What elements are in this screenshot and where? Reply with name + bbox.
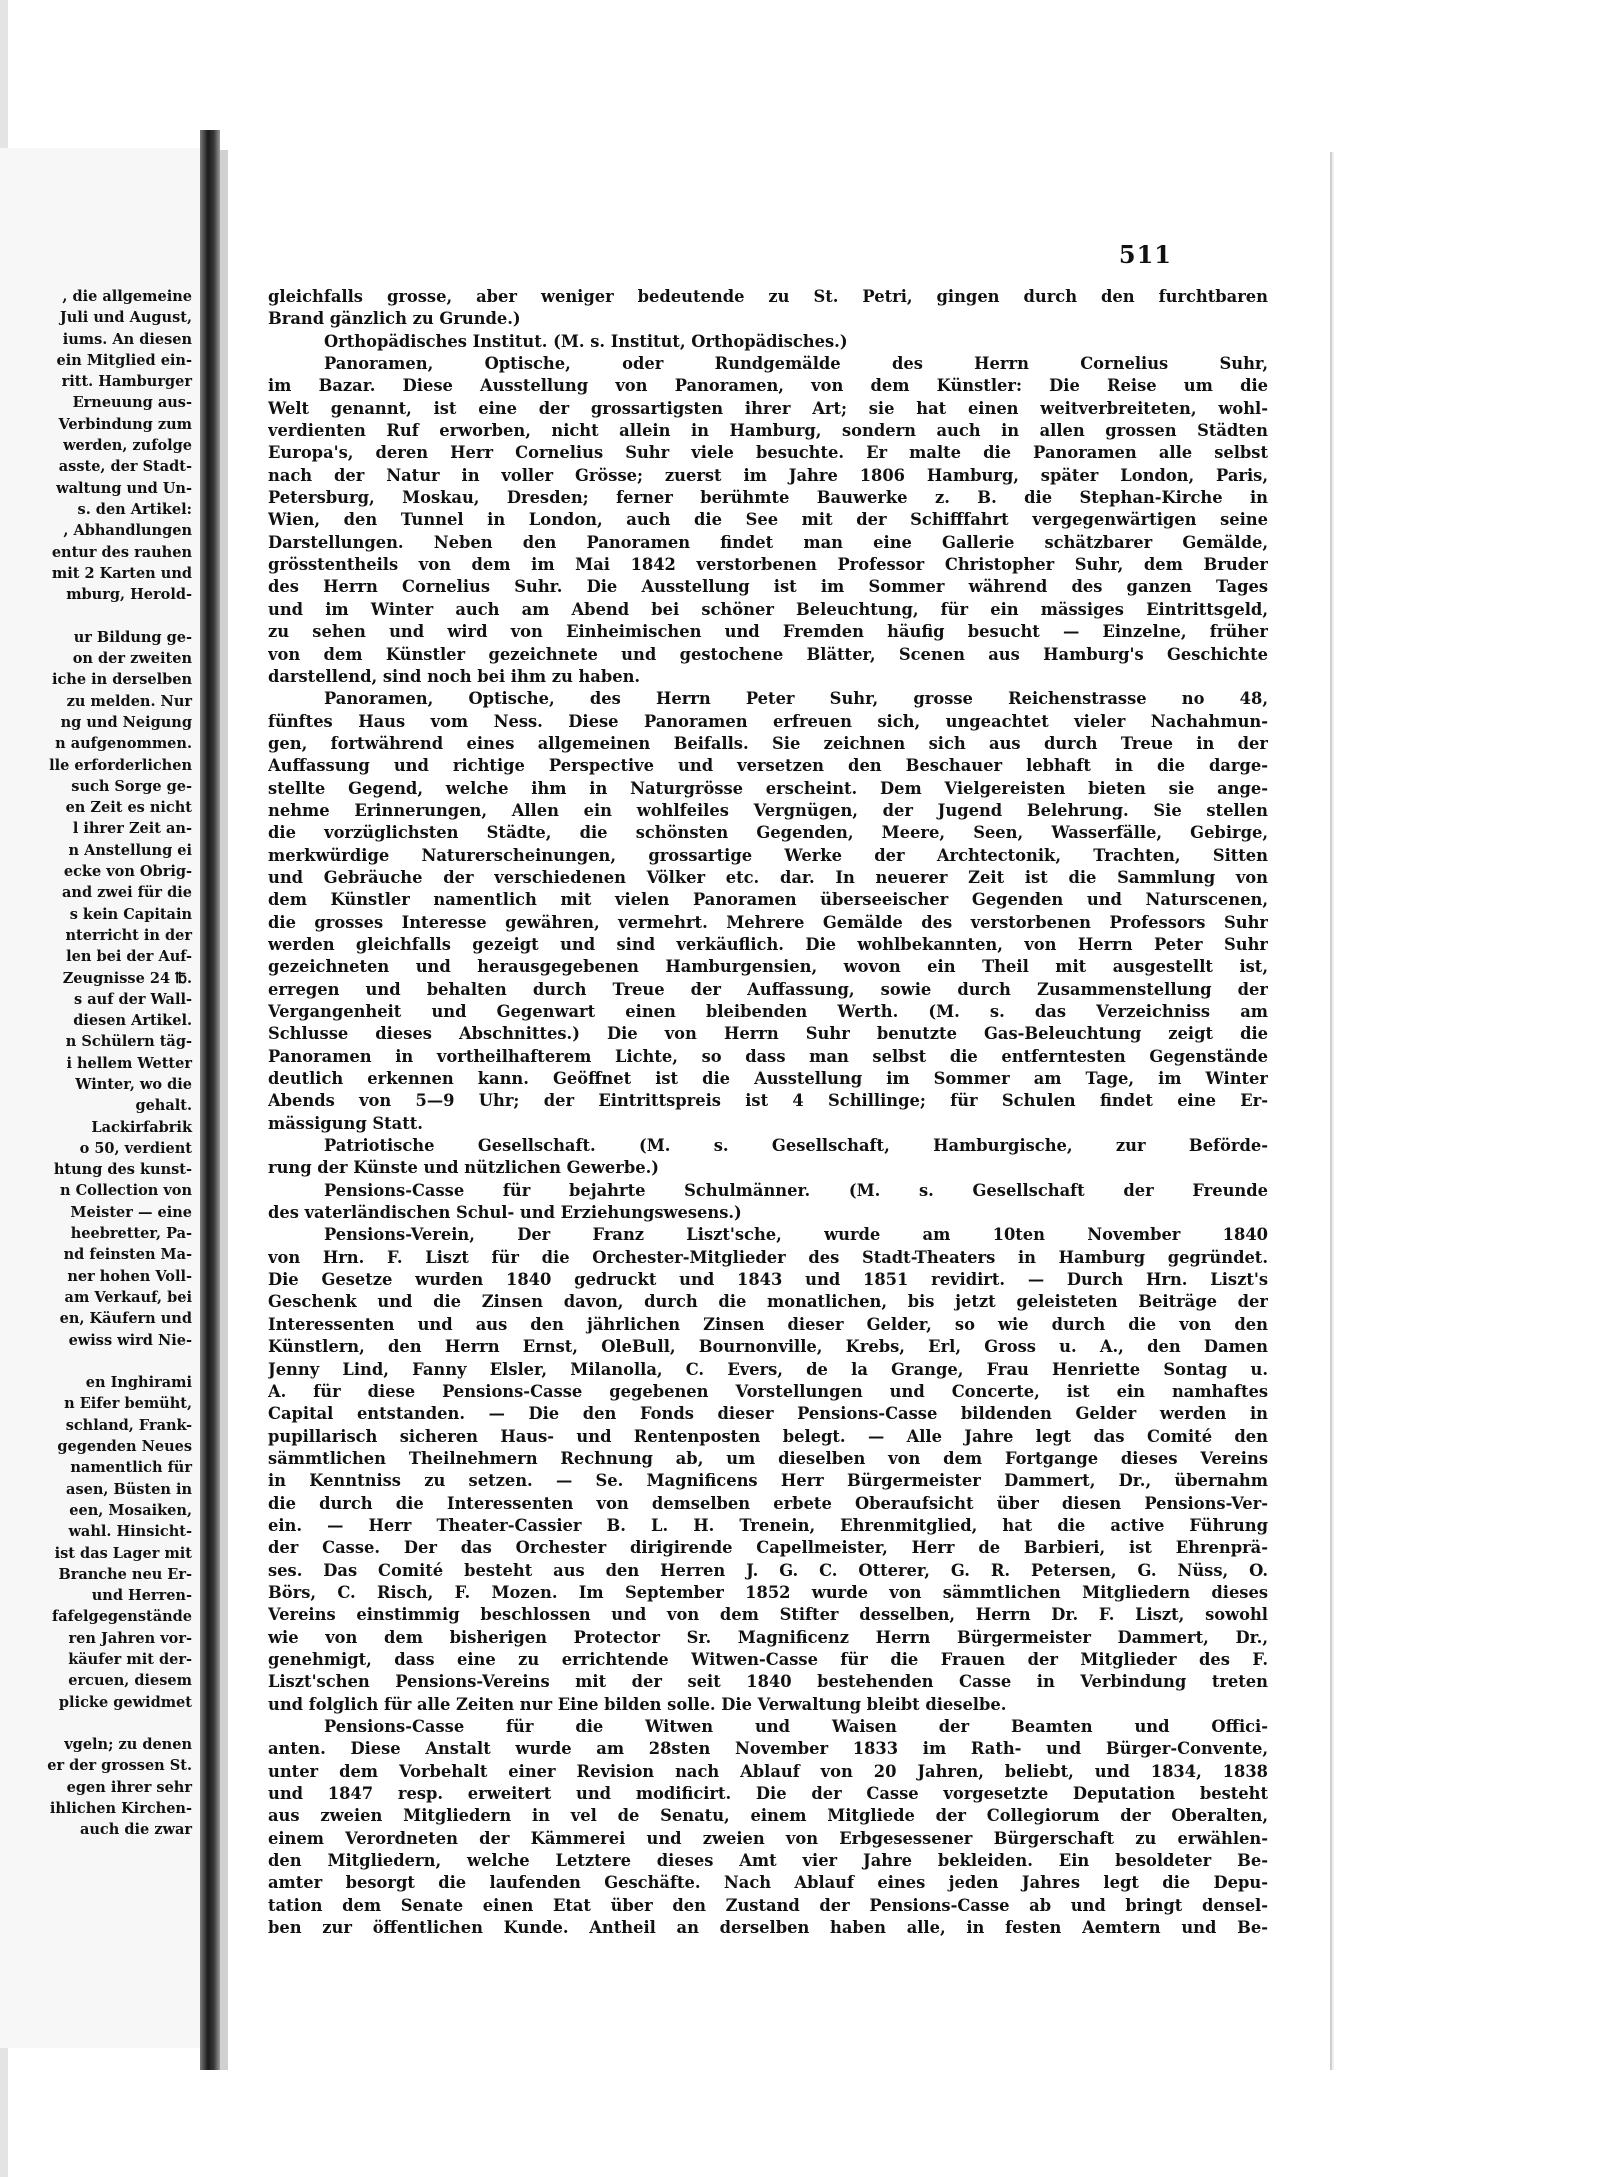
text-line: und folglich für alle Zeiten nur Eine bilden solle. Die Verwaltung bleibt dieselbe. xyxy=(268,1694,1007,1714)
left-page-line: i hellem Wetter xyxy=(66,1054,192,1072)
text-line: darstellend, sind noch bei ihm zu haben. xyxy=(268,666,641,686)
left-page-line: mit 2 Karten und xyxy=(51,564,192,582)
left-page-line: am Verkauf, bei xyxy=(64,1288,192,1306)
left-page-line: htung des kunst- xyxy=(53,1161,192,1179)
text-line: Interessenten und aus den jährlichen Zinsen dieser Gelder, so wie durch die von den xyxy=(268,1314,1268,1334)
text-line: von Hrn. F. Liszt für die Orchester-Mitglieder des Stadt-Theaters in Hamburg gegründet. xyxy=(268,1247,1268,1267)
left-page-line: nd feinsten Ma- xyxy=(63,1246,192,1264)
text-line: der Casse. Der das Orchester dirigirende Capellmeister, Herr de Barbieri, ist Ehrenprä- xyxy=(268,1538,1268,1558)
left-page-line: een, Mosaiken, xyxy=(69,1501,192,1519)
left-page-line: diesen Artikel. xyxy=(73,1012,192,1030)
text-line: des Herrn Cornelius Suhr. Die Ausstellung ist im Sommer während des ganzen Tages xyxy=(268,577,1268,597)
left-page-line: ewiss wird Nie- xyxy=(68,1331,192,1349)
text-line: gleichfalls grosse, aber weniger bedeutende zu St. Petri, gingen durch den furchtbaren xyxy=(268,287,1268,306)
left-page-line: schland, Frank- xyxy=(65,1416,192,1434)
text-line: grösstentheils von dem im Mai 1842 verstorbenen Professor Christopher Suhr, dem Bruder xyxy=(268,555,1268,575)
text-line: A. für diese Pensions-Casse gegebenen Vorstellungen und Concerte, ist ein namhaftes xyxy=(268,1381,1268,1401)
left-page-line: n Anstellung ei xyxy=(68,841,192,859)
left-page-line: Erneuung aus- xyxy=(72,394,192,412)
left-page-line: Meister — eine xyxy=(70,1203,192,1221)
text-line: die grosses Interesse gewähren, vermehrt. Mehrere Gemälde des verstorbenen Professors Suhr xyxy=(268,912,1268,932)
left-page-line: Lackirfabrik xyxy=(91,1118,192,1136)
text-line: Petersburg, Moskau, Dresden; ferner berühmte Bauwerke z. B. die Stephan-Kirche in xyxy=(268,488,1268,508)
text-line: amter besorgt die laufenden Geschäfte. Nach Ablauf eines jeden Jahres legt die Depu- xyxy=(268,1873,1268,1893)
left-page-line: o 50, verdient xyxy=(79,1139,192,1157)
book-spine xyxy=(200,130,220,2070)
text-line: Darstellungen. Neben den Panoramen findet man eine Gallerie schätzbarer Gemälde, xyxy=(268,532,1268,552)
text-line: Vereins einstimmig beschlossen und von dem Stifter desselben, Herrn Dr. F. Liszt, sowohl xyxy=(268,1605,1268,1625)
text-line: nehme Erinnerungen, Allen ein wohlfeiles Vergnügen, der Jugend Belehrung. Sie stellen xyxy=(268,800,1268,820)
text-line: die durch die Interessenten von demselben erbete Oberaufsicht über diesen Pensions-Ver- xyxy=(268,1493,1268,1513)
text-line: Pensions-Verein, Der Franz Liszt'sche, wurde am 10ten November 1840 xyxy=(324,1225,1268,1245)
text-line: einem Verordneten der Kämmerei und zweien von Erbgesessener Bürgerschaft zu erwählen- xyxy=(268,1828,1268,1848)
left-page-line xyxy=(0,605,192,626)
text-line: Liszt'schen Pensions-Vereins mit der seit 1840 bestehenden Casse in Verbindung treten xyxy=(268,1672,1268,1692)
right-page-text xyxy=(268,286,1268,1939)
text-line: tation dem Senate einen Etat über den Zustand der Pensions-Casse ab und bringt densel- xyxy=(268,1895,1268,1915)
text-line: Börs, C. Risch, F. Mozen. Im September 1852 wurde von sämmtlichen Mitgliedern dieses xyxy=(268,1582,1268,1602)
text-line: und Gebräuche der verschiedenen Völker etc. dar. In neuerer Zeit ist die Sammlung von xyxy=(268,867,1268,887)
left-page-line: n aufgenommen. xyxy=(55,735,192,753)
text-line: ein. — Herr Theater-Cassier B. L. H. Trenein, Ehrenmitglied, hat die active Führung xyxy=(268,1515,1268,1535)
left-page-line: and zwei für die xyxy=(62,884,192,902)
left-page-line: iche in derselben xyxy=(51,671,192,689)
left-page-line: Branche neu Er- xyxy=(58,1565,192,1583)
left-page-line: s kein Capitain xyxy=(69,905,192,923)
right-page xyxy=(228,152,1330,2070)
left-page-line: käufer mit der- xyxy=(68,1651,192,1668)
left-page-line: asste, der Stadt- xyxy=(58,458,192,476)
left-page-line: gehalt. xyxy=(135,1097,192,1115)
left-page-line: egen ihrer sehr xyxy=(66,1778,192,1796)
left-page-line: ner hohen Voll- xyxy=(67,1267,192,1285)
text-line: Auffassung und richtige Perspective und versetzen den Beschauer lebhaft in die darge- xyxy=(268,756,1268,776)
left-page-line: auch die zwar xyxy=(79,1821,192,1839)
text-line: Die Gesetze wurden 1840 gedruckt und 1843 und 1851 revidirt. — Durch Hrn. Liszt's xyxy=(268,1270,1268,1290)
text-line: ben zur öffentlichen Kunde. Antheil an derselben haben alle, in festen Aemtern und Be- xyxy=(268,1918,1268,1938)
text-line: des vaterländischen Schul- und Erziehungswesens.) xyxy=(268,1203,742,1223)
left-page-line: , die allgemeine xyxy=(62,288,192,305)
left-page-line xyxy=(0,1351,192,1372)
left-page-line: lle erforderlichen xyxy=(49,756,192,774)
left-page-line: ren Jahren vor- xyxy=(68,1629,192,1647)
left-page-line: werden, zufolge xyxy=(63,437,192,455)
left-page-line: entur des rauhen xyxy=(51,543,192,561)
left-page-line: Zeugnisse 24 ℔. xyxy=(62,969,192,987)
text-line: Patriotische Gesellschaft. (M. s. Gesellschaft, Hamburgische, zur Beförde- xyxy=(324,1136,1268,1156)
text-line: zu sehen und wird von Einheimischen und Fremden häufig besucht — Einzelne, früher xyxy=(268,622,1268,642)
text-line: in Kenntniss zu setzen. — Se. Magnificens Herr Bürgermeister Dammert, Dr., übernahm xyxy=(268,1471,1268,1491)
text-line: Pensions-Casse für bejahrte Schulmänner. (M. s. Gesellschaft der Freunde xyxy=(324,1180,1268,1200)
left-page-line: wahl. Hinsicht- xyxy=(68,1523,192,1541)
text-line: Wien, den Tunnel in London, auch die See mit der Schifffahrt vergegenwärtigen seine xyxy=(268,510,1268,530)
left-page-line: such Sorge ge- xyxy=(71,777,192,795)
text-line: den Mitgliedern, welche Letztere dieses Amt vier Jahre bekleiden. Ein besoldeter Be- xyxy=(268,1851,1268,1871)
left-page-line: ur Bildung ge- xyxy=(73,628,192,646)
text-line: anten. Diese Anstalt wurde am 28sten November 1833 im Rath- und Bürger-Convente, xyxy=(268,1739,1268,1759)
left-page-line: n Eifer bemüht, xyxy=(64,1395,192,1413)
left-page-line: ng und Neigung xyxy=(60,713,192,731)
text-line: Pensions-Casse für die Witwen und Waisen der Beamten und Offici- xyxy=(324,1717,1268,1736)
left-page-line: ein Mitglied ein- xyxy=(56,351,192,369)
left-page-line: iums. An diesen xyxy=(62,330,192,348)
text-line: Panoramen, Optische, des Herrn Peter Suhr, grosse Reichenstrasse no 48, xyxy=(324,689,1268,709)
text-line: im Bazar. Diese Ausstellung von Panoramen, von dem Künstler: Die Reise um die xyxy=(268,376,1268,396)
page-number: 511 xyxy=(1118,240,1172,269)
left-page-line: , Abhandlungen xyxy=(63,522,192,540)
left-page-line: zu melden. Nur xyxy=(66,692,192,710)
left-page-line: heebretter, Pa- xyxy=(70,1225,192,1243)
left-page-line: plicke gewidmet xyxy=(58,1693,192,1711)
text-line: Europa's, deren Herr Cornelius Suhr viele besuchte. Er malte die Panoramen alle selbst xyxy=(268,443,1268,463)
text-line: genehmigt, dass eine zu errichtende Witwen-Casse für die Frauen der Mitglieder des F. xyxy=(268,1649,1268,1669)
text-line: sämmtlichen Theilnehmern Rechnung ab, um dieselben von dem Fortgange dieses Vereins xyxy=(268,1448,1268,1468)
text-line: Welt genannt, ist eine der grossartigsten ihrer Art; sie hat einen weitverbreiteten, wohl- xyxy=(268,398,1268,418)
text-line: und im Winter auch am Abend bei schöner Beleuchtung, für ein mässiges Eintrittsgeld, xyxy=(268,599,1268,619)
left-page-line: er der grossen St. xyxy=(47,1757,192,1775)
left-page-line: ist das Lager mit xyxy=(54,1544,192,1562)
left-page-line: ecke von Obrig- xyxy=(63,863,192,881)
left-page-line: mburg, Herold- xyxy=(66,586,192,604)
text-line: Vergangenheit und Gegenwart einen bleibenden Werth. (M. s. das Verzeichniss am xyxy=(268,1002,1268,1021)
text-line: ses. Das Comité besteht aus den Herren J. G. C. Otterer, G. R. Petersen, G. Nüss, O. xyxy=(268,1560,1268,1580)
left-page-line: on der zweiten xyxy=(72,650,192,668)
text-line: stellte Gegend, welche ihm in Naturgrösse erscheint. Dem Vielgereisten bieten sie ange- xyxy=(268,778,1268,798)
left-page-line: gegenden Neues xyxy=(57,1438,192,1456)
text-line: Künstlern, den Herrn Ernst, OleBull, Bournonville, Krebs, Erl, Gross u. A., den Damen xyxy=(268,1337,1268,1357)
text-line: Capital entstanden. — Die den Fonds dieser Pensions-Casse bildenden Gelder werden in xyxy=(268,1404,1268,1424)
left-page-line: Verbindung zum xyxy=(58,415,192,433)
left-page-line: ritt. Hamburger xyxy=(61,373,192,391)
text-line: pupillarisch sicheren Haus- und Rentenposten belegt. — Alle Jahre legt das Comité den xyxy=(268,1426,1268,1446)
left-page-line: ihlichen Kirchen- xyxy=(49,1800,192,1818)
left-page-line: Juli und August, xyxy=(59,309,192,327)
left-page-line: fafelgegenstände xyxy=(51,1608,192,1626)
left-page-line: vgeln; zu denen xyxy=(64,1736,192,1754)
text-line: werden gleichfalls gezeigt und sind verkäuflich. Die wohlbekannten, von Herrn Peter Suhr xyxy=(268,934,1268,954)
text-line: und 1847 resp. erweitert und modificirt. Die der Casse vorgesetzte Deputation besteht xyxy=(268,1784,1268,1804)
text-line: gezeichneten und herausgegebenen Hamburgensien, wovon ein Theil mit ausgestellt ist, xyxy=(268,957,1268,977)
left-page-line: l ihrer Zeit an- xyxy=(72,820,192,838)
text-line: unter dem Vorbehalt einer Revision nach Ablauf von 20 Jahren, beliebt, und 1834, 1838 xyxy=(268,1761,1268,1781)
text-line: Schlusse dieses Abschnittes.) Die von Herrn Suhr benutzte Gas-Beleuchtung zeigt die xyxy=(268,1024,1268,1044)
text-line: gen, fortwährend eines allgemeinen Beifalls. Sie zeichnen sich aus durch Treue in der xyxy=(268,733,1268,753)
text-line: Abends von 5—9 Uhr; der Eintrittspreis ist 4 Schillinge; für Schulen findet eine Er- xyxy=(268,1091,1268,1111)
left-page-line: nterricht in der xyxy=(65,926,192,944)
text-line: deutlich erkennen kann. Geöffnet ist die Ausstellung im Sommer am Tage, im Winter xyxy=(268,1069,1268,1089)
left-page-line: waltung und Un- xyxy=(56,479,192,497)
text-line: Brand gänzlich zu Grunde.) xyxy=(268,309,521,329)
text-line: aus zweien Mitgliedern in vel de Senatu, einem Mitgliede der Collegiorum der Oberalten, xyxy=(268,1806,1268,1826)
left-page-line: und Herren- xyxy=(91,1587,192,1605)
spine-shadow xyxy=(220,150,228,2070)
left-page-line: en, Käufern und xyxy=(59,1310,192,1328)
left-page-line: len bei der Auf- xyxy=(66,948,192,966)
text-line: fünftes Haus vom Ness. Diese Panoramen erfreuen sich, ungeachtet vieler Nachahmun- xyxy=(268,711,1268,731)
left-page-line xyxy=(0,1713,192,1734)
text-line: Geschenk und die Zinsen davon, durch die monatlichen, bis jetzt geleisteten Beiträge der xyxy=(268,1292,1268,1312)
text-line: Panoramen, Optische, oder Rundgemälde des Herrn Cornelius Suhr, xyxy=(324,354,1268,374)
text-line: wie von dem bisherigen Protector Sr. Magnificenz Herrn Bürgermeister Dammert, Dr., xyxy=(268,1627,1268,1647)
left-page-line: ercuen, diesem xyxy=(68,1672,192,1690)
left-page-line: n Collection von xyxy=(60,1182,192,1200)
text-line: Jenny Lind, Fanny Elsler, Milanolla, C. Evers, de la Grange, Frau Henriette Sontag u. xyxy=(268,1359,1268,1379)
left-page-line: s. den Artikel: xyxy=(77,500,192,518)
text-line: mässigung Statt. xyxy=(268,1113,423,1133)
left-page-text xyxy=(0,286,192,1841)
left-page-line: asen, Büsten in xyxy=(66,1480,192,1498)
text-line: merkwürdige Naturerscheinungen, grossartige Werke der Archtectonik, Trachten, Sitten xyxy=(268,845,1268,865)
left-page-line: en Zeit es nicht xyxy=(65,799,192,817)
left-page xyxy=(0,148,200,2048)
text-line: Panoramen in vortheilhafterem Lichte, so dass man selbst die entferntesten Gegenstände xyxy=(268,1046,1268,1066)
text-line: die vorzüglichsten Städte, die schönsten Gegenden, Meere, Seen, Wasserfälle, Gebirge, xyxy=(268,823,1268,843)
text-line: von dem Künstler gezeichnete und gestochene Blätter, Scenen aus Hamburg's Geschichte xyxy=(268,644,1268,664)
text-line: dem Künstler namentlich mit vielen Panoramen überseeischer Gegenden und Naturscenen, xyxy=(268,890,1268,910)
text-line: erregen und behalten durch Treue der Auffassung, sowie durch Zusammenstellung der xyxy=(268,979,1268,999)
left-page-line: n Schülern täg- xyxy=(65,1033,192,1051)
text-line: rung der Künste und nützlichen Gewerbe.) xyxy=(268,1158,659,1178)
left-page-line: namentlich für xyxy=(70,1459,192,1477)
left-page-line: s auf der Wall- xyxy=(74,990,192,1008)
text-line: Orthopädisches Institut. (M. s. Institut, Orthopädisches.) xyxy=(324,331,848,351)
text-line: verdienten Ruf erworben, nicht allein in Hamburg, sondern auch in allen grossen Städten xyxy=(268,421,1268,441)
left-page-line: en Inghirami xyxy=(85,1374,192,1392)
text-line: nach der Natur in voller Grösse; zuerst im Jahre 1806 Hamburg, später London, Paris, xyxy=(268,465,1268,485)
left-page-line: Winter, wo die xyxy=(75,1075,192,1093)
